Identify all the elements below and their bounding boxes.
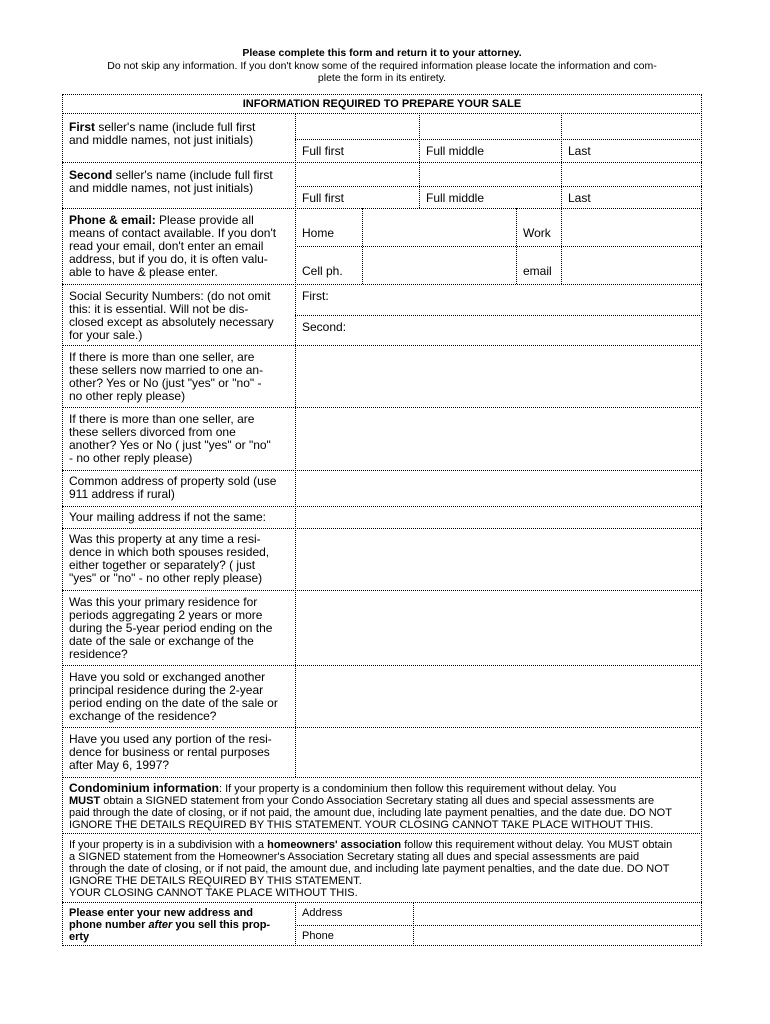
business-q-3: after May 6, 1997? — [69, 758, 170, 772]
new-address-label-3: erty — [69, 931, 90, 943]
ssn-first-input[interactable] — [340, 285, 702, 315]
sold-q-1: Have you sold or exchanged another — [69, 670, 266, 684]
form-title: INFORMATION REQUIRED TO PREPARE YOUR SALE — [242, 98, 522, 110]
condo-line-3: paid through the date of closing, or if not paid, the amount due, including late payment penalties, and the date due. DO NOT — [69, 807, 672, 819]
property-address-input[interactable] — [296, 471, 702, 506]
second-seller-col-last: Last — [568, 191, 591, 205]
second-seller-col-middle: Full middle — [426, 191, 485, 205]
first-seller-label: First seller's name (include full first — [69, 120, 256, 134]
phone-label-5: able to have & please enter. — [69, 265, 218, 279]
hoa-line-3: through the date of closing, or if not paid, the amount due, and including late payment penalties, and the date due. DO NOT — [69, 863, 670, 875]
married-q-1: If there is more than one seller, are — [69, 350, 255, 364]
second-seller-middle-input[interactable] — [420, 163, 561, 186]
hoa-line-5: YOUR CLOSING CANNOT TAKE PLACE WITHOUT THIS. — [69, 887, 358, 899]
work-label: Work — [523, 226, 551, 240]
divorced-q-2: these sellers divorced from one — [69, 425, 236, 439]
new-address-label-1: Please enter your new address and — [69, 907, 254, 919]
new-phone-input[interactable] — [414, 926, 702, 946]
ssn-label-1: Social Security Numbers: (do not omit — [69, 289, 271, 303]
phone-label-3: read your email, don't enter an email — [69, 239, 264, 253]
spouses-q-3: either together or separately? ( just — [69, 558, 256, 572]
first-seller-last-input[interactable] — [562, 114, 702, 139]
married-q-2: these sellers now married to one an- — [69, 363, 264, 377]
spouses-q-2: dence in which both spouses resided, — [69, 545, 270, 559]
hoa-line-2: a SIGNED statement from the Homeowner's Association Secretary stating all dues and special assessments are paid — [69, 851, 640, 863]
new-address-label-2: phone number after you sell this prop- — [69, 919, 271, 931]
second-seller-last-input[interactable] — [562, 163, 702, 186]
mailing-address-input[interactable] — [296, 507, 702, 528]
work-phone-input[interactable] — [562, 209, 702, 246]
new-address-phone-label: Phone — [302, 930, 334, 942]
divorced-answer-input[interactable] — [296, 408, 702, 470]
hoa-line-1: If your property is in a subdivision with a homeowners' association follow this requirement without delay. You MUST obtain — [69, 839, 673, 851]
ssn-label-3: closed except as absolutely necessary — [69, 315, 274, 329]
first-seller-col-first: Full first — [302, 144, 344, 158]
property-address-q-2: 911 address if rural) — [69, 487, 175, 501]
divorced-q-4: - no other reply please) — [69, 451, 193, 465]
sold-q-4: exchange of the residence? — [69, 709, 217, 723]
first-seller-col-middle: Full middle — [426, 144, 485, 158]
header-line-2: Do not skip any information. If you don't know some of the required information please locate the information and com- — [107, 60, 657, 72]
ssn-label-4: for your sale.) — [69, 328, 143, 342]
primary-q-4: date of the sale or exchange of the — [69, 634, 254, 648]
phone-label: Phone & email: Please provide all — [69, 213, 254, 227]
header-line-3: plete the form in its entirety. — [317, 72, 447, 84]
condo-line-2: MUST obtain a SIGNED statement from your Condo Association Secretary stating all dues and special assessments are — [69, 795, 655, 807]
ssn-first-label: First: — [302, 289, 329, 303]
primary-answer-input[interactable] — [296, 591, 702, 665]
header-line-1: Please complete this form and return it to your attorney. — [242, 47, 522, 59]
married-q-4: no other reply please) — [69, 389, 186, 403]
first-seller-label-2: and middle names, not just initials) — [69, 133, 254, 147]
home-label: Home — [302, 226, 335, 240]
primary-q-1: Was this your primary residence for — [69, 595, 258, 609]
primary-q-3: during the 5-year period ending on the — [69, 621, 273, 635]
business-answer-input[interactable] — [296, 728, 702, 777]
ssn-label-2: this: it is essential. Will not be dis- — [69, 302, 249, 316]
second-seller-first-input[interactable] — [296, 163, 419, 186]
condo-line-1: Condominium information: If your property is a condominium then follow this requirement without delay. You — [69, 781, 617, 795]
hoa-line-4: IGNORE THE DETAILS REQUIRED BY THIS STATEMENT. — [69, 875, 362, 887]
condo-line-4: IGNORE THE DETAILS REQUIRED BY THIS STATEMENT. YOUR CLOSING CANNOT TAKE PLACE WITHOUT THIS. — [69, 819, 654, 831]
cell-label: Cell ph. — [302, 264, 343, 278]
sold-q-2: principal residence during the 2-year — [69, 683, 264, 697]
second-seller-label: Second seller's name (include full first — [69, 168, 273, 182]
business-q-2: dence for business or rental purposes — [69, 745, 270, 759]
new-address-address-label: Address — [302, 907, 343, 919]
phone-label-2: means of contact available. If you don't — [69, 226, 277, 240]
sold-answer-input[interactable] — [296, 666, 702, 727]
sold-q-3: period ending on the date of the sale or — [69, 696, 278, 710]
spouses-answer-input[interactable] — [296, 529, 702, 590]
second-seller-label-2: and middle names, not just initials) — [69, 181, 254, 195]
ssn-second-label: Second: — [302, 320, 347, 334]
spouses-q-4: "yes" or "no" - no other reply please) — [69, 571, 263, 585]
spouses-q-1: Was this property at any time a resi- — [69, 532, 261, 546]
first-seller-first-input[interactable] — [296, 114, 419, 139]
new-address-input[interactable] — [414, 903, 702, 925]
first-seller-col-last: Last — [568, 144, 591, 158]
phone-label-4: address, but if you do, it is often valu- — [69, 252, 268, 266]
ssn-second-input[interactable] — [350, 316, 702, 345]
business-q-1: Have you used any portion of the resi- — [69, 732, 272, 746]
first-seller-middle-input[interactable] — [420, 114, 561, 139]
property-address-q-1: Common address of property sold (use — [69, 474, 277, 488]
married-answer-input[interactable] — [296, 346, 702, 407]
home-phone-input[interactable] — [363, 209, 516, 246]
married-q-3: other? Yes or No (just "yes" or "no" - — [69, 376, 262, 390]
email-label: email — [523, 264, 552, 278]
cell-phone-input[interactable] — [363, 247, 516, 284]
email-input[interactable] — [562, 247, 702, 284]
divorced-q-1: If there is more than one seller, are — [69, 412, 255, 426]
divorced-q-3: another? Yes or No ( just "yes" or "no" — [69, 438, 271, 452]
second-seller-col-first: Full first — [302, 191, 344, 205]
primary-q-2: periods aggregating 2 years or more — [69, 608, 263, 622]
mailing-address-q: Your mailing address if not the same: — [69, 510, 266, 524]
primary-q-5: residence? — [69, 647, 128, 661]
